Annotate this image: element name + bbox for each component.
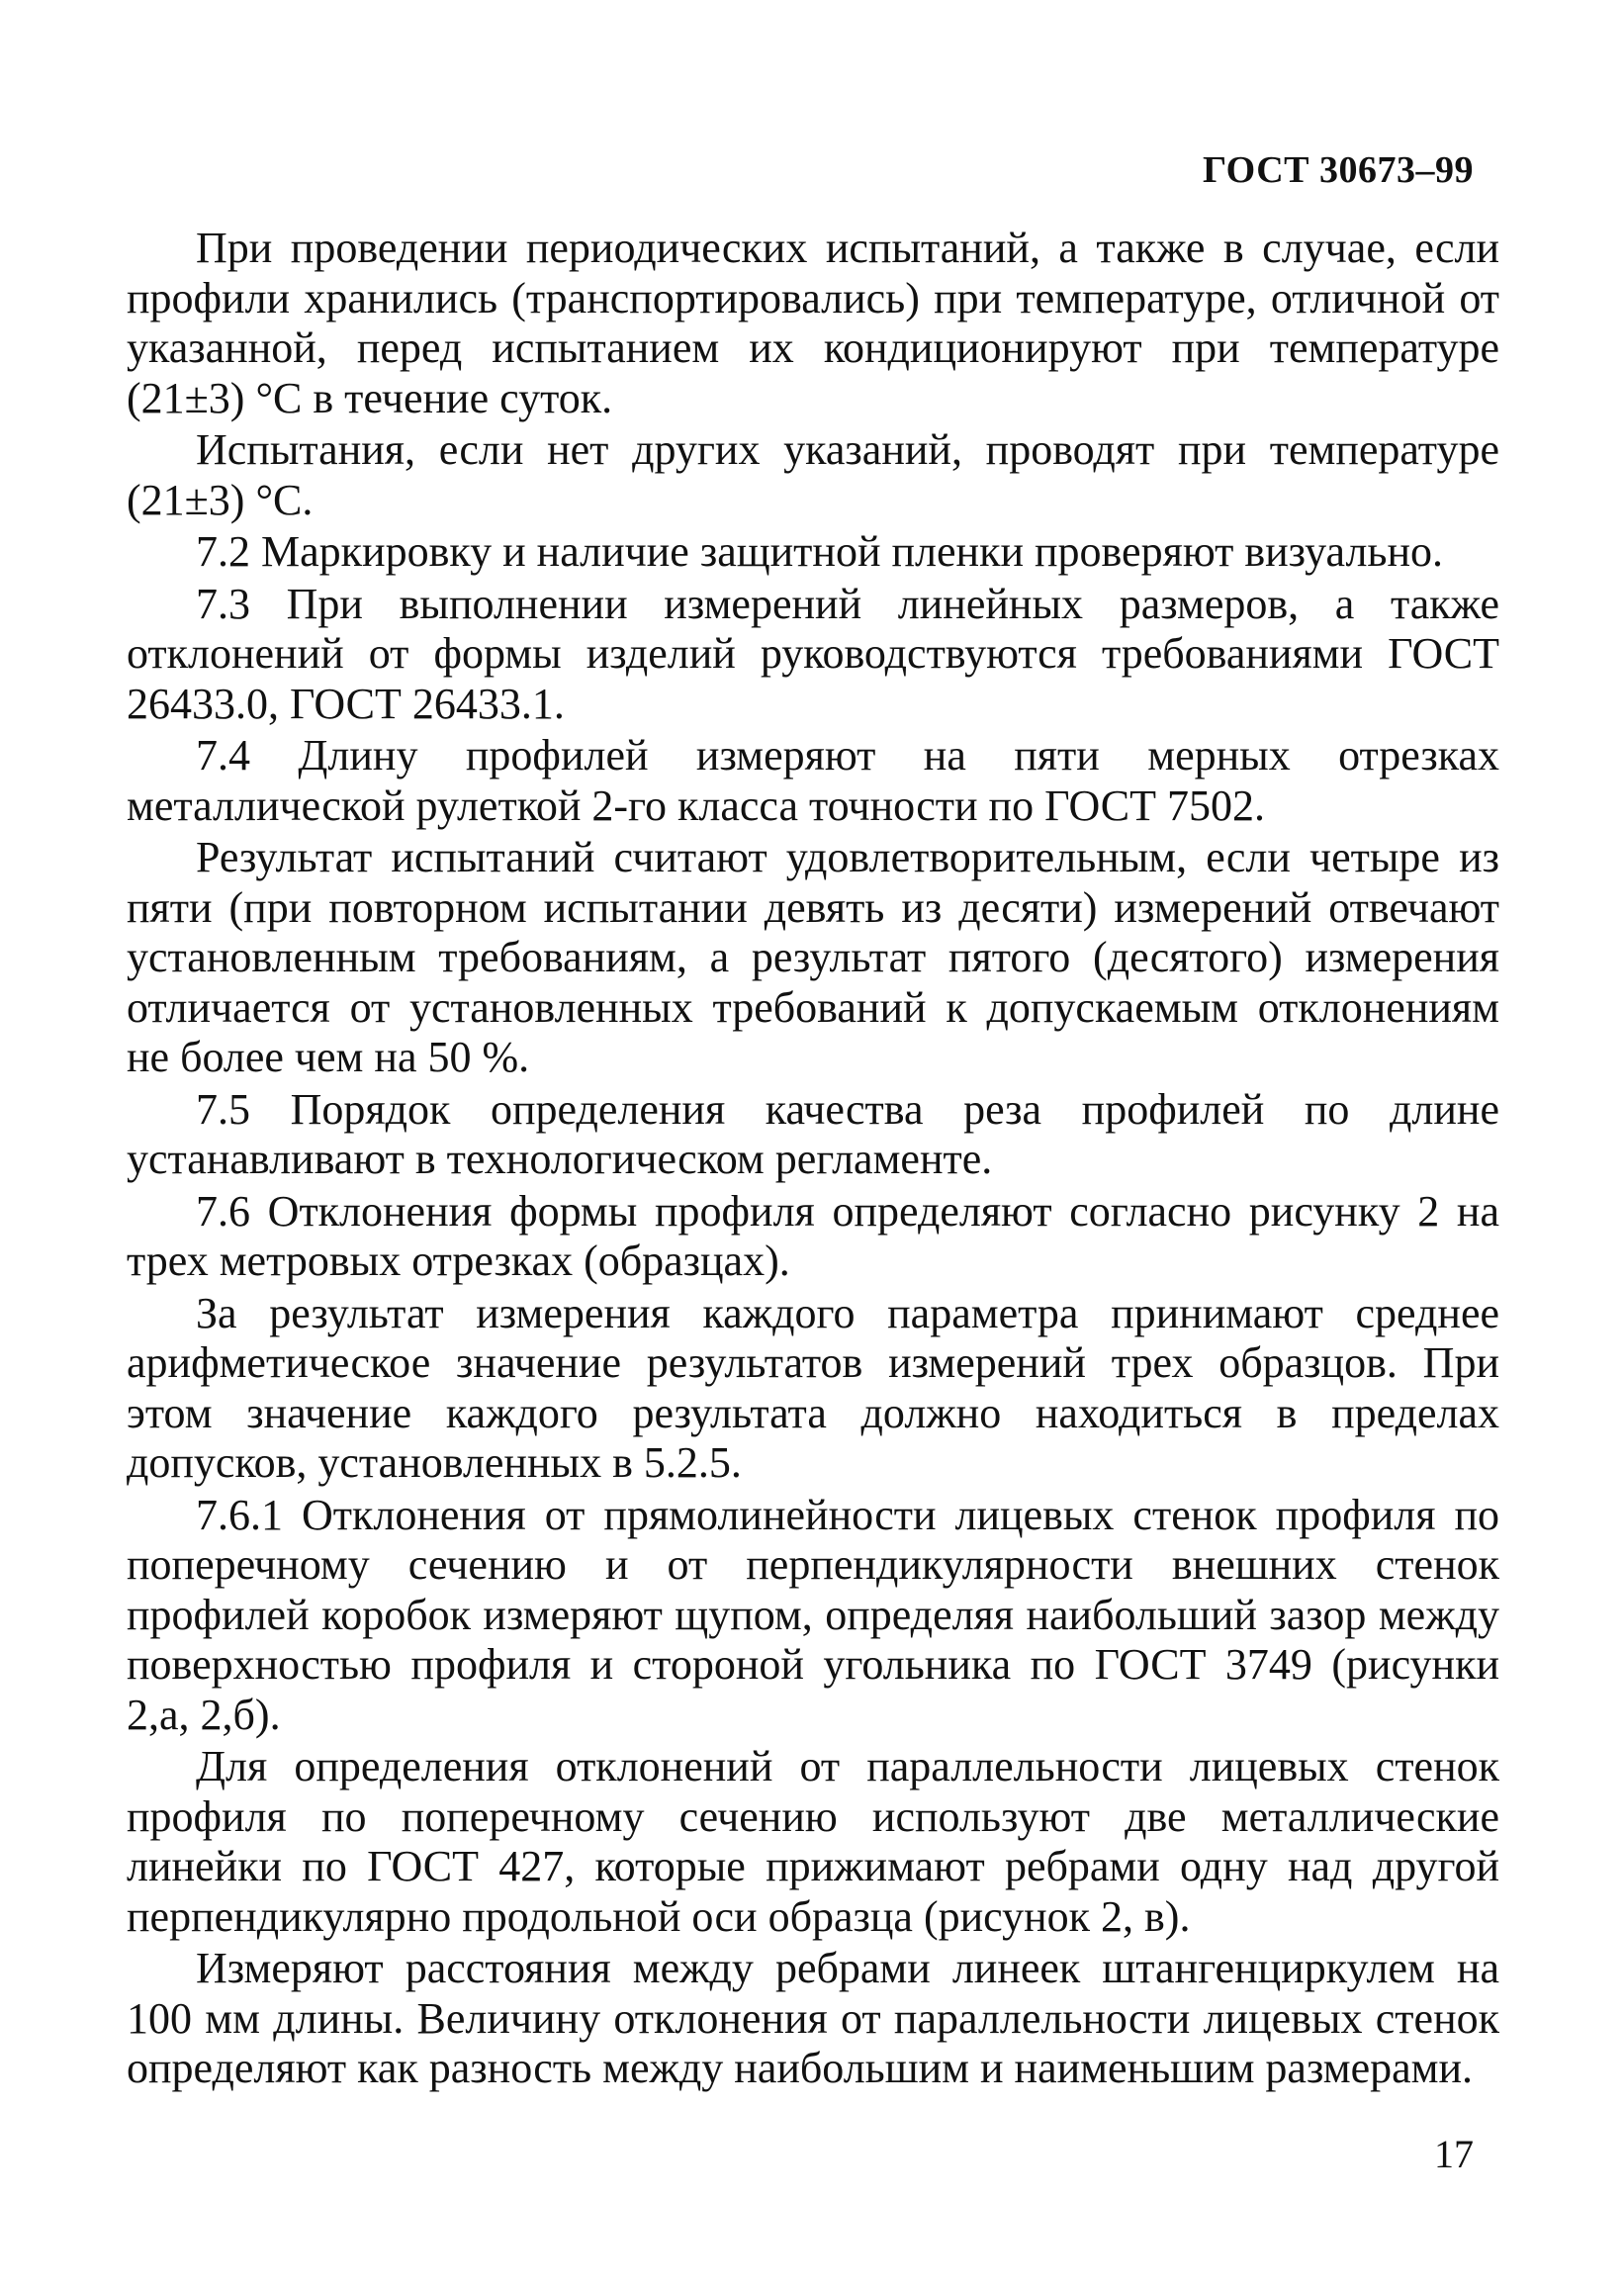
- paragraph-7-6: 7.6 Отклонения формы профиля определяют согласно рисунку 2 на трех метровых отрезках (образцах).: [127, 1186, 1499, 1285]
- paragraph-conditioning: При проведении периодических испытаний, а также в случае, если профили хранились (транспортировались) при температуре, отличной от указанной, перед испытанием их кондиционируют при температуре (21±3) °С в течение суток.: [127, 224, 1499, 422]
- paragraph-test-result: Результат испытаний считают удовлетворительным, если четыре из пяти (при повторном испытании девять из десяти) измерений отвечают установленным требованиям, а результат пятого (десятого) измерения отличается от установленных требований к допускаемым отклонениям не более чем на 50 %.: [127, 833, 1499, 1081]
- paragraph-parallelism-method: Для определения отклонений от параллельности лицевых стенок профиля по поперечному сечению используют две металлические линейки по ГОСТ 427, которые прижимают ребрами одну над другой перпендикулярно продольной оси образца (рисунок 2, в).: [127, 1742, 1499, 1941]
- paragraph-7-5: 7.5 Порядок определения качества реза профилей по длине устанавливают в технологическом регламенте.: [127, 1084, 1499, 1183]
- paragraph-7-2: 7.2 Маркировку и наличие защитной пленки проверяют визуально.: [196, 527, 1444, 576]
- paragraph-7-4: 7.4 Длину профилей измеряют на пяти мерных отрезках металлической рулеткой 2-го класса точности по ГОСТ 7502.: [127, 731, 1499, 830]
- standard-code-header: ГОСТ 30673–99: [1202, 149, 1474, 191]
- paragraph-7-6-1: 7.6.1 Отклонения от прямолинейности лицевых стенок профиля по поперечному сечению и от перпендикулярности внешних стенок профилей коробок измеряют щупом, определяя наибольший зазор между поверхностью профиля и стороной угольника по ГОСТ 3749 (рисунки 2,а, 2,б).: [127, 1490, 1499, 1739]
- document-body: [127, 224, 1499, 2094]
- paragraph-average-result: За результат измерения каждого параметра принимают среднее арифметическое значение результатов измерений трех образцов. При этом значение каждого результата должно находиться в пределах допусков, установленных в 5.2.5.: [127, 1288, 1499, 1487]
- paragraph-7-3: 7.3 При выполнении измерений линейных размеров, а также отклонений от формы изделий руководствуются требованиями ГОСТ 26433.0, ГОСТ 26433.1.: [127, 579, 1499, 728]
- paragraph-measurement-method: Измеряют расстояния между ребрами линеек штангенциркулем на 100 мм длины. Величину отклонения от параллельности лицевых стенок определяют как разность между наибольшим и наименьшим размерами.: [127, 1944, 1499, 2092]
- paragraph-test-temperature: Испытания, если нет других указаний, проводят при температуре (21±3) °С.: [127, 425, 1499, 524]
- page-number: 17: [1434, 2132, 1474, 2176]
